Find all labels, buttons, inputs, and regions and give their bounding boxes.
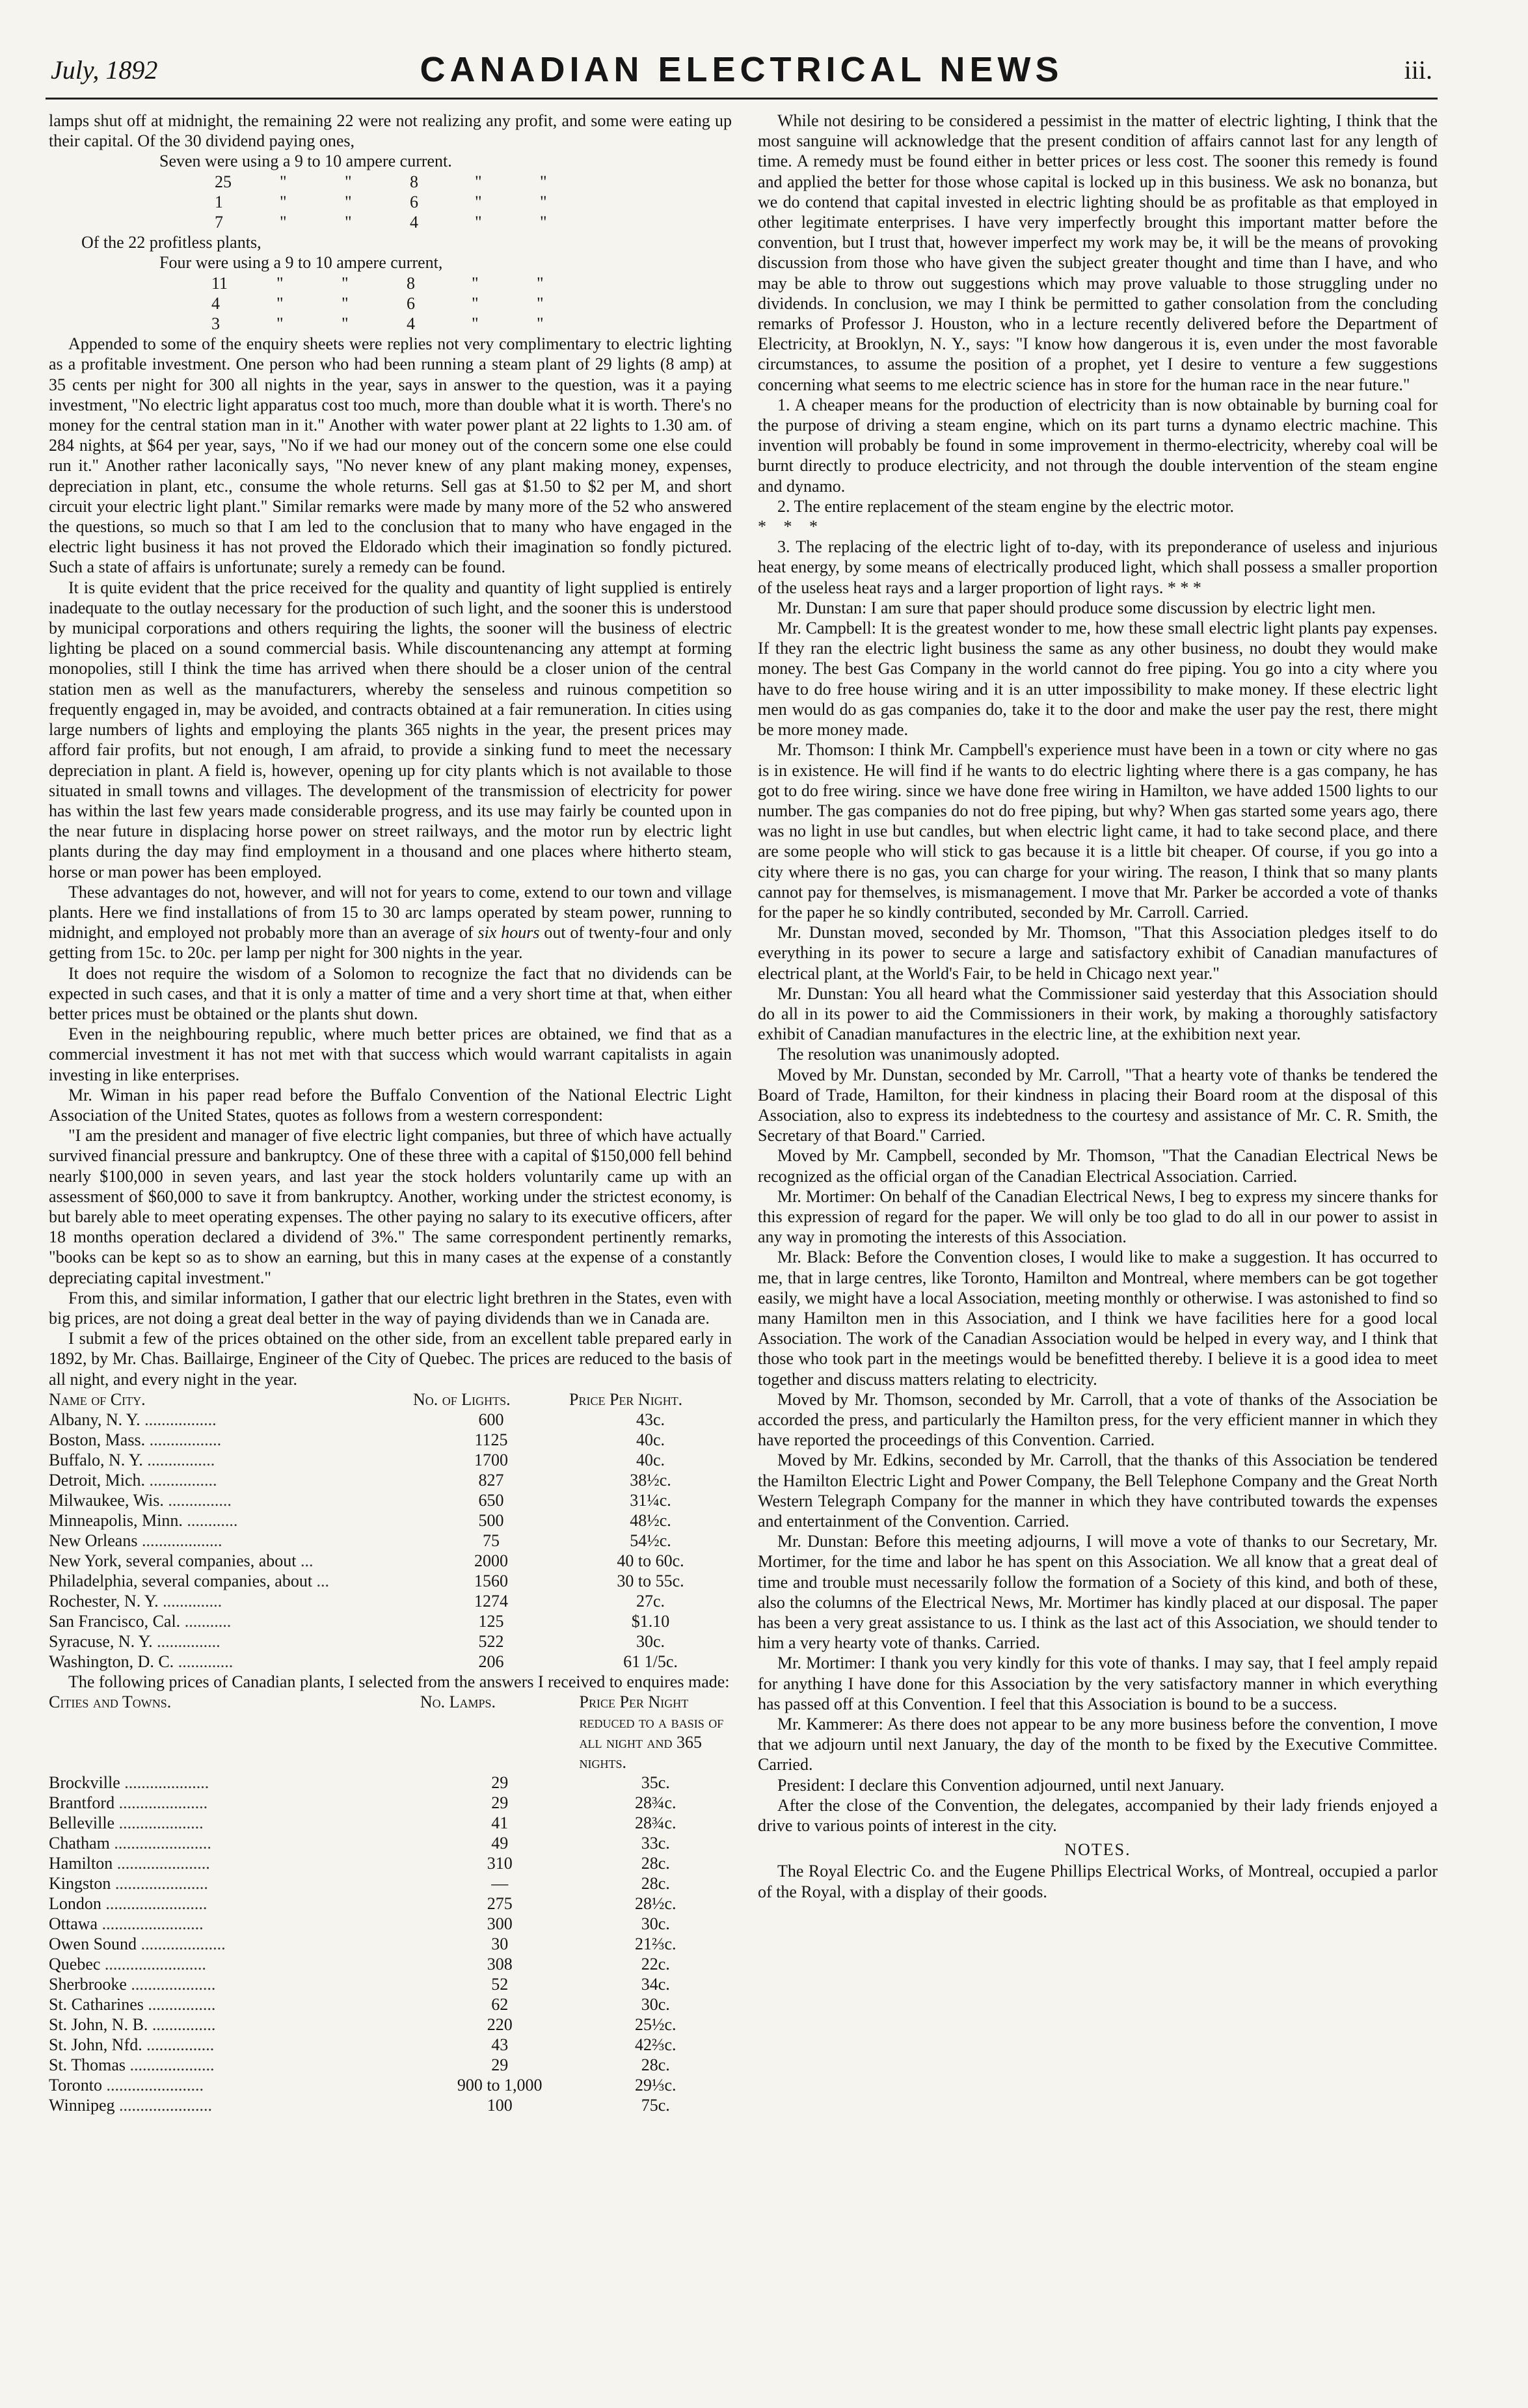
stat-cell: " [342,273,349,293]
paragraph: Mr. Dunstan: You all heard what the Commissioner said yesterday that this Association should do all in its power to aid the Commissioners in their work, by making a thoroughly satisfactory exhibit of Canadian manufactures in the electric line, at the exhibition next year. [758,983,1438,1044]
city-name: Chatham ....................... [49,1834,211,1853]
city-name: New Orleans ................... [49,1531,222,1550]
stat-cell: " [345,213,352,232]
city-name: Buffalo, N. Y. ................ [49,1450,215,1469]
table-row [49,1510,732,1531]
table-row [49,1490,732,1510]
table-row [49,1531,732,1551]
table-row [49,1450,732,1470]
paragraph: I submit a few of the prices obtained on the other side, from an excellent table prepared early in 1892, by Mr. Chas. Baillairge, Engineer of the City of Quebec. The prices are reduced to the basis of all night, and every night in the year. [49,1329,732,1389]
stat-row [211,273,602,293]
table-row [49,1410,732,1430]
notes-heading: NOTES. [1064,1840,1131,1860]
lamp-count: 827 [478,1470,504,1490]
lamp-count: 310 [487,1854,513,1873]
paragraph: Mr. Dunstan moved, seconded by Mr. Thomson, "That this Association pledges itself to do everything in its power to secure a large and satisfactory exhibit of Canadian manufactures of electrical plant, at the World's Fair, to be held in Chicago next year." [758,923,1438,983]
stat-row [215,172,605,192]
leader-dots: ................ [142,2035,215,2054]
lamp-count: 1560 [474,1571,508,1590]
lamp-count: 62 [491,1995,509,2014]
stat-row [215,192,605,212]
paragraph: The Royal Electric Co. and the Eugene Phillips Electrical Works, of Montreal, occupied a parlor of the Royal, with a display of their goods. [758,1862,1438,1901]
paragraph: President: I declare this Convention adjourned, until next January. [777,1775,1225,1795]
paragraph: Mr. Kammerer: As there does not appear to be any more business before the convention, I move that we adjourn until next January, the day of the month to be fixed by the Executive Committee. Carried. [758,1715,1438,1774]
city-name: Brockville .................... [49,1773,209,1792]
leader-dots: ....................... [101,2076,204,2094]
paragraph: It is quite evident that the price received for the quality and quantity of light supplied is entirely inadequate to the outlay necessary for the production of such light, and the sooner this is understood by municipal corporations and others requiring the lights, the sooner will the business of electric lighting be placed on a sound commercial basis. While discountenancing any attempt at forming monopolies, still I think the time has arrived when there should be a closer union of the central station men as well as the manufacturers, whereby the senseless and ruinous competition so frequently engaged in, may be avoided, and contracts obtained at a fair remuneration. In cities using large numbers of lights and employing the plants 365 nights in the year, the present prices may afford fair profits, but not enough, I am afraid, to provide a sinking fund to meet the necessary depreciation in plant. A field is, however, opening up for city plants which is not available to those situated in small towns and villages. The development of the transmission of electricity for power has within the last few years made considerable progress, and its use may fairly be counted upon in the near future in displacing horse power on street railways, and the motor run by electric light plants during the day may find employment in a thousand and one places where hitherto steam, horse or man power has been employed. [49,578,732,881]
table-row [49,1652,732,1672]
city-name: Hamilton ...................... [49,1854,210,1873]
price-per-night: 61 1/5c. [623,1652,678,1671]
lamp-count: 600 [478,1410,504,1429]
paragraph: Mr. Campbell: It is the greatest wonder to me, how these small electric light plants pay expenses. If they ran the electric light business the same as any other business, no doubt they would make money. The best Gas Company in the world cannot do free piping. You go into a city where you have to do free house wiring and it is an utter impossibility to make money. If these electric light men would do as gas companies do, take it to the door and make the user pay the rest, there might be more money made. [758,619,1438,740]
price-per-night: 28¾c. [634,1813,677,1832]
stat-line: Of the 22 profitless plants, [81,233,261,252]
price-per-night: 22c. [641,1955,670,1973]
table-row [49,1873,732,1893]
table-row [49,1773,732,1793]
lamp-count: 900 to 1,000 [457,2076,543,2094]
stat-cell: " [342,293,349,313]
paragraph [758,537,1438,598]
leader-dots: .................... [120,1773,209,1792]
price-per-night: 21⅔c. [634,1934,677,1953]
stat-rows-dividend [49,172,732,233]
table-row [49,1793,732,1813]
table-row [49,1551,732,1571]
price-per-night: 31¼c. [630,1490,671,1510]
left-column [49,111,732,2115]
lamp-count: 125 [478,1611,504,1631]
paragraph: Mr. Thomson: I think Mr. Campbell's experience must have been in a town or city where no gas is in existence. He will find if he wants to do electric lighting where there is a gas company, he has got to do free wiring. since we have done free wiring in Hamilton, we have added 1500 lights to our number. The gas companies do not do free piping, but why? When gas started some years ago, there was no light in use but candles, but when electric light came, it had to take second place, and there are some people who will stick to gas because it is a little bit cheaper. Of course, if you go into a city where there is no gas, you can charge for your wiring. The reason, I think that so many plants cannot pay for themselves, is mismanagement. I move that Mr. Parker be accorded a vote of thanks for the paper he so kindly contributed, seconded by Mr. Carroll. Carried. [758,740,1438,922]
paragraph: Moved by Mr. Thomson, seconded by Mr. Carroll, that a vote of thanks of the Association be accorded the press, and particularly the Hamilton press, for the very efficient manner in which they have reported the proceedings of this Convention. Carried. [758,1389,1438,1450]
stat-cell: " [475,172,482,191]
table-row [49,1954,732,1974]
paragraph [49,882,732,963]
price-per-night: 28¾c. [634,1793,677,1812]
lamp-count: 1274 [474,1591,508,1611]
price-per-night: 35c. [641,1773,670,1792]
stat-cell: " [280,213,287,232]
stat-cell: 7 [215,213,223,232]
table-row [49,1591,732,1611]
city-name: Washington, D. C. ............. [49,1652,234,1671]
price-per-night: 40 to 60c. [617,1551,684,1570]
paragraph: Moved by Mr. Campbell, seconded by Mr. Thomson, "That the Canadian Electrical News be recognized as the official organ of the Canadian Electrical Association. Carried. [758,1146,1438,1186]
city-name: Toronto ....................... [49,2076,204,2094]
price-per-night: 48½c. [630,1510,671,1530]
lamp-count: 29 [491,1793,509,1812]
city-name: New York, several companies, about ... [49,1551,314,1570]
lamp-count: 308 [487,1955,513,1973]
quote-paragraph: "I am the president and manager of five electric light companies, but three of which have actually survived financial pressure and bankruptcy. One of these three with a capital of $150,000 fell behind nearly $100,000 in seven years, and last year the stock holders voluntarily came up with an assessment of $60,000 to save it from bankruptcy. Another, working under the strictest economy, is but barely able to meet operating expenses. The other paying no salary to its executive officers, after 18 months operation declared a dividend of 3%." The same correspondent pertinently remarks, "books can be kept so as to show an earning, but this in many cases at the expense of a constantly depreciating capital investment." [49,1126,732,1287]
city-name: Owen Sound .................... [49,1934,226,1953]
canadian-prices-table [49,1692,732,2115]
price-per-night: 40c. [636,1450,665,1469]
stat-cell: 8 [410,172,418,191]
leader-dots: ... [296,1551,314,1570]
paragraph: Mr. Mortimer: On behalf of the Canadian Electrical News, I beg to express my sincere thanks for this expression of regard for the paper. We will only be too glad to do all in our power to assist in any way in promoting the interests of this Association. [758,1186,1438,1247]
table-row [49,1631,732,1652]
ellipsis-stars: * * * [758,517,824,537]
price-per-night: 25½c. [634,2015,677,2034]
price-per-night: 30 to 55c. [617,1571,684,1590]
stat-cell: " [276,314,284,334]
leader-dots: ............ [182,1510,238,1530]
city-name: Rochester, N. Y. .............. [49,1591,222,1611]
paragraph: 1. A cheaper means for the production of electricity than is now obtainable by burning coal for the purpose of driving a steam engine, which on its part turns a dynamo electric machine. This invention will probably be found in some improvement in thermo-electricity, whereby coal will be burnt directly to produce electricity, and not through the double intervention of the steam engine and dynamo. [758,395,1438,496]
price-per-night: 34c. [641,1975,670,1994]
stat-cell: 6 [407,293,415,313]
text-run: out of twenty-four and only getting from 15c. to 20c. per lamp per night for 300 nights in the year. [49,923,732,963]
leader-dots: ................ [145,1470,217,1490]
city-name: Winnipeg ...................... [49,2096,212,2115]
lamp-count: 49 [491,1834,509,1853]
stat-cell: " [540,192,547,211]
us-prices-table [49,1389,732,1672]
paragraph: Moved by Mr. Edkins, seconded by Mr. Carroll, that the thanks of this Association be tendered the Hamilton Electric Light and Power Company, the Bell Telephone Company and the Great North Western Telegraph Company for the manner in which they have contributed towards the expenses and entertainment of the Convention. Carried. [758,1451,1438,1531]
city-name: Belleville .................... [49,1813,204,1832]
table-row [49,1571,732,1591]
lamp-count: 29 [491,1773,509,1792]
leader-dots: ...................... [113,1854,210,1873]
lamp-count: 43 [491,2035,509,2054]
stat-cell: 4 [410,213,418,232]
stat-line: Four were using a 9 to 10 ampere current, [159,253,443,273]
masthead-title: CANADIAN ELECTRICAL NEWS [420,50,1064,89]
paragraph: The following prices of Canadian plants, I selected from the answers I received to enquires made: [68,1672,730,1691]
price-per-night: 28½c. [634,1894,677,1913]
price-per-night: 30c. [641,1995,670,2014]
paragraph: 2. The entire replacement of the steam engine by the electric motor. [777,496,1234,516]
issue-date: July, 1892 [51,55,158,85]
table-row [49,2035,732,2055]
stat-cell: " [472,293,479,313]
price-per-night: 40c. [636,1430,665,1449]
leader-dots: ................ [142,1450,215,1469]
price-per-night: 54½c. [630,1531,671,1550]
paragraph: The resolution was unanimously adopted. [777,1045,1060,1064]
price-per-night: 28c. [641,1874,670,1893]
stat-cell: " [280,172,287,191]
city-name: Albany, N. Y. ................. [49,1410,217,1429]
column-header: Price Per Night. [569,1389,683,1409]
table-row [49,1974,732,1994]
stat-cell: " [537,293,544,313]
paragraph: While not desiring to be considered a pessimist in the matter of electric lighting, I think that the most sanguine will acknowledge that the present condition of affairs cannot last for any length of time. A remedy must be found either in better prices or less cost. The sooner this remedy is found and applied the better for those whose capital is locked up in this business. We ask no bonanza, but we do contend that capital invested in electric lighting should be as profitable as that employed in other legitimate enterprises. I have very imperfectly brought this important matter before the convention, but I trust that, however imperfect my work may be, it will be the means of provoking discussion from those who have given the subject greater thought and time than I have, and who may be able to throw out suggestions which may prove valuable to those struggling under no dividends. In conclusion, we may I think be permitted to gather consolation from the concluding remarks of Professor J. Houston, who in a lecture recently delivered before the Department of Electricity, at Brooklyn, N. Y., says: "I know how dangerous it is, even under the most favorable circumstances, to assume the position of a prophet, yet I desire to venture a few suggestions concerning what seems to me electric science has in store for the human race in the near future." [758,111,1438,394]
table-row [49,1934,732,1954]
stat-cell: 11 [211,273,228,293]
paragraph: It does not require the wisdom of a Solomon to recognize the fact that no dividends can be expected in such cases, and that it is only a matter of time and a very short time at that, when either better prices must be obtained or the plants shut down. [49,963,732,1023]
column-header: No. of Lights. [413,1389,511,1409]
ellipsis-stars: * * * [1167,578,1201,597]
city-name: Quebec ........................ [49,1955,206,1973]
column-header: Cities and Towns. [49,1692,172,1711]
stat-row [211,293,602,314]
stat-cell: 4 [211,293,220,313]
lamp-count: 300 [487,1914,513,1933]
lamp-count: 41 [491,1813,509,1832]
stat-cell: " [540,172,547,191]
column-header: Name of City. [49,1389,146,1409]
price-per-night: 27c. [636,1591,665,1611]
stat-line: Seven were using a 9 to 10 ampere current. [159,152,452,171]
city-name: St. Catharines ................ [49,1995,216,2014]
stat-cell: " [537,273,544,293]
stat-cell: " [280,192,287,211]
lamp-count: 1125 [474,1430,508,1449]
stat-cell: 25 [215,172,232,191]
leader-dots: ............... [152,1631,221,1651]
leader-dots: ................... [137,1531,222,1550]
price-per-night: 33c. [641,1834,670,1853]
leader-dots: ... [312,1571,330,1590]
city-name: St. John, Nfd. ................ [49,2035,215,2054]
price-per-night: 75c. [641,2096,670,2115]
column-header: Price Per Night reduced to a basis of all night and 365 nights. [579,1692,724,1772]
leader-dots: ............... [163,1490,232,1510]
leader-dots: ............... [148,2015,216,2034]
text-run: 3. The replacing of the electric light of to-day, with its preponderance of useless and injurious heat energy, by some means of electrically produced light, which shall possess a smaller proportion of the useless heat rays and a larger proportion of light rays. [758,537,1438,597]
lamp-count: 2000 [474,1551,508,1570]
table-row [49,1611,732,1631]
leader-dots: ................. [145,1430,222,1449]
leader-dots: ........................ [98,1914,204,1933]
leader-dots: .................... [114,1813,204,1832]
page-header [46,46,1438,100]
text-run: These advantages do not, however, and will not for years to come, extend to our town and village plants. Here we find installations of from 15 to 30 arc lamps operated by steam power, running to midnight, and employed not probably more than an average of [49,882,732,943]
city-name: Ottawa ........................ [49,1914,204,1933]
city-name: Philadelphia, several companies, about ... [49,1571,330,1590]
paragraph: lamps shut off at midnight, the remaining 22 were not realizing any profit, and some were eating up their capital. Of the 30 dividend paying ones, [49,111,732,151]
price-per-night: 30c. [641,1914,670,1933]
price-per-night: 28c. [641,1854,670,1873]
stat-rows-profitless [49,273,732,334]
table-row [49,1914,732,1934]
lamp-count: 220 [487,2015,513,2034]
leader-dots: ..................... [114,1793,208,1812]
lamp-count: 275 [487,1894,513,1913]
leader-dots: ................. [140,1410,217,1429]
paragraph: After the close of the Convention, the delegates, accompanied by their lady friends enjoyed a drive to various points of interest in the city. [758,1795,1438,1836]
city-name: San Francisco, Cal. ........... [49,1611,232,1631]
city-name: Sherbrooke .................... [49,1975,216,1994]
stat-cell: 8 [407,273,415,293]
city-name: Syracuse, N. Y. ............... [49,1631,221,1651]
leader-dots: ........... [180,1611,232,1631]
leader-dots: .................... [126,1975,216,1994]
city-name: Milwaukee, Wis. ............... [49,1490,232,1510]
stat-cell: " [537,314,544,334]
city-name: Kingston ...................... [49,1874,208,1893]
leader-dots: ................ [143,1995,216,2014]
lamp-count: 75 [483,1531,500,1550]
price-per-night: $1.10 [631,1611,670,1631]
price-per-night: 38½c. [630,1470,671,1490]
stat-cell: " [475,213,482,232]
paragraph: From this, and similar information, I gather that our electric light brethren in the States, even with big prices, are not doing a great deal better in the way of paying dividends than we in Canada are. [49,1288,732,1328]
stat-cell: " [472,273,479,293]
stat-cell: " [276,273,284,293]
lamp-count: 522 [478,1631,504,1651]
price-per-night: 29⅓c. [634,2076,677,2094]
table-row [49,1833,732,1853]
table-row [49,1994,732,2014]
stat-cell: 3 [211,314,220,334]
stat-cell: " [475,192,482,211]
table-row [49,1430,732,1450]
lamp-count: 206 [478,1652,504,1671]
table-row [49,1813,732,1833]
city-name: Minneapolis, Minn. ............ [49,1510,238,1530]
lamp-count: 500 [478,1510,504,1530]
paragraph: Moved by Mr. Dunstan, seconded by Mr. Carroll, "That a hearty vote of thanks be tendered the Board of Trade, Hamilton, for their kindness in placing their Board room at the disposal of this Association, also to express its indebtedness to the courtesy and assistance of Mr. C. R. Smith, the Secretary of that Board." Carried. [758,1065,1438,1145]
city-name: St. John, N. B. ............... [49,2015,216,2034]
city-name: Detroit, Mich. ................ [49,1470,217,1490]
price-per-night: 30c. [636,1631,665,1651]
leader-dots: .............. [158,1591,222,1611]
table-row [49,1893,732,1914]
city-name: Brantford ..................... [49,1793,208,1812]
stat-cell: " [472,314,479,334]
stat-cell: " [540,213,547,232]
lamp-count: 650 [478,1490,504,1510]
stat-cell: 4 [407,314,415,334]
paragraph: Mr. Dunstan: I am sure that paper should produce some discussion by electric light men. [777,598,1376,617]
paragraph: Mr. Wiman in his paper read before the Buffalo Convention of the National Electric Light Association of the United States, quotes as follows from a western correspondent: [49,1085,732,1125]
paragraph: Appended to some of the enquiry sheets were replies not very complimentary to electric lighting as a profitable investment. One person who had been running a steam plant of 29 lights (8 amp) at 35 cents per night for 300 all nights in the year, says in answer to the question, was it a paying investment, "No electric light apparatus cost too much, more than double what it is worth. There's no money for the central station man in it." Another with water power plant at 22 lights to 1.30 am. of 284 nights, at $64 per year, says, "No if we had our money out of the concern some one else could run it." Another rather laconically says, "No never knew of any plant making money, expenses, depreciation in plant, etc., consume the whole returns. Sell gas at $1.50 to $2 per M, and short circuit your electric light plant." Similar remarks were made by many more of the 52 who answered the questions, so much so that I am led to the conclusion that to many who have engaged in the electric light business it has not proved the Eldorado which their imagination so fondly pictured. Such a state of affairs is unfortunate; surely a remedy can be found. [49,334,732,577]
table-row [49,2014,732,2035]
leader-dots: ...................... [111,1874,208,1893]
stat-cell: 1 [215,192,223,211]
leader-dots: ...................... [114,2096,212,2115]
table-row [49,1853,732,1873]
lamp-count: 100 [487,2096,513,2115]
paragraph: Mr. Black: Before the Convention closes, I would like to make a suggestion. It has occurred to me, that in large centres, like Toronto, Hamilton and Montreal, where members can be got together easily, we might have a local Association, meeting monthly or otherwise. I was astonished to find so many Hamilton men in this Association, and I think we have facilities here for a good local Association. The work of the Canadian Association would be helped in every way, and I think that those who took part in the meetings would be benefitted thereby. I believe it is a good idea to meet together and discuss matters relating to electricity. [758,1248,1438,1389]
page-number: iii. [1404,55,1432,85]
stat-cell: " [345,192,352,211]
table-row [49,2075,732,2095]
table-row [49,2095,732,2115]
leader-dots: ........................ [100,1955,206,1973]
city-name: London ........................ [49,1894,208,1913]
leader-dots: ....................... [109,1834,211,1853]
lamp-count: 29 [491,2055,509,2074]
stat-cell: " [345,172,352,191]
right-column [758,111,1438,1902]
stat-cell: 6 [410,192,418,211]
leader-dots: .................... [125,2055,215,2074]
price-per-night: 42⅔c. [634,2035,677,2054]
stat-cell: " [276,293,284,313]
table-row [49,2055,732,2075]
column-header: No. Lamps. [420,1692,496,1711]
lamp-count: 1700 [474,1450,508,1469]
paragraph: Mr. Mortimer: I thank you very kindly for this vote of thanks. I may say, that I feel amply repaid for anything I have done for this Association by the very satisfactory manner in which everything has passed off at this Convention. I feel that this Association is bound to be a success. [758,1653,1438,1713]
stat-row [211,314,602,334]
italic-text: six hours [477,923,540,943]
price-per-night: 43c. [636,1410,665,1429]
lamp-count: — [491,1874,509,1893]
stat-cell: " [342,314,349,334]
paragraph: Even in the neighbouring republic, where much better prices are obtained, we find that as a commercial investment it has not met with that success which would warrant capitalists in again investing in like enterprises. [49,1024,732,1084]
table-row [49,1470,732,1490]
lamp-count: 52 [491,1975,509,1994]
city-name: Boston, Mass. ................. [49,1430,222,1449]
stat-row [215,212,605,232]
leader-dots: .................... [137,1934,226,1953]
paragraph: Mr. Dunstan: Before this meeting adjourns, I will move a vote of thanks to our Secretary, Mr. Mortimer, for the time and labor he has spent on this Association. We all know that a great deal of time and trouble must necessarily follow the formation of a Society of this kind, and both of these, also the columns of the Electrical News, Mr. Mortimer has kindly placed at our disposal. The paper has been a very great assistance to us. I think as the last act of this Association, we should tender to him a very hearty vote of thanks. Carried. [758,1532,1438,1653]
leader-dots: ............. [174,1652,234,1671]
lamp-count: 30 [491,1934,509,1953]
leader-dots: ........................ [101,1894,208,1913]
city-name: St. Thomas .................... [49,2055,215,2074]
price-per-night: 28c. [641,2055,670,2074]
